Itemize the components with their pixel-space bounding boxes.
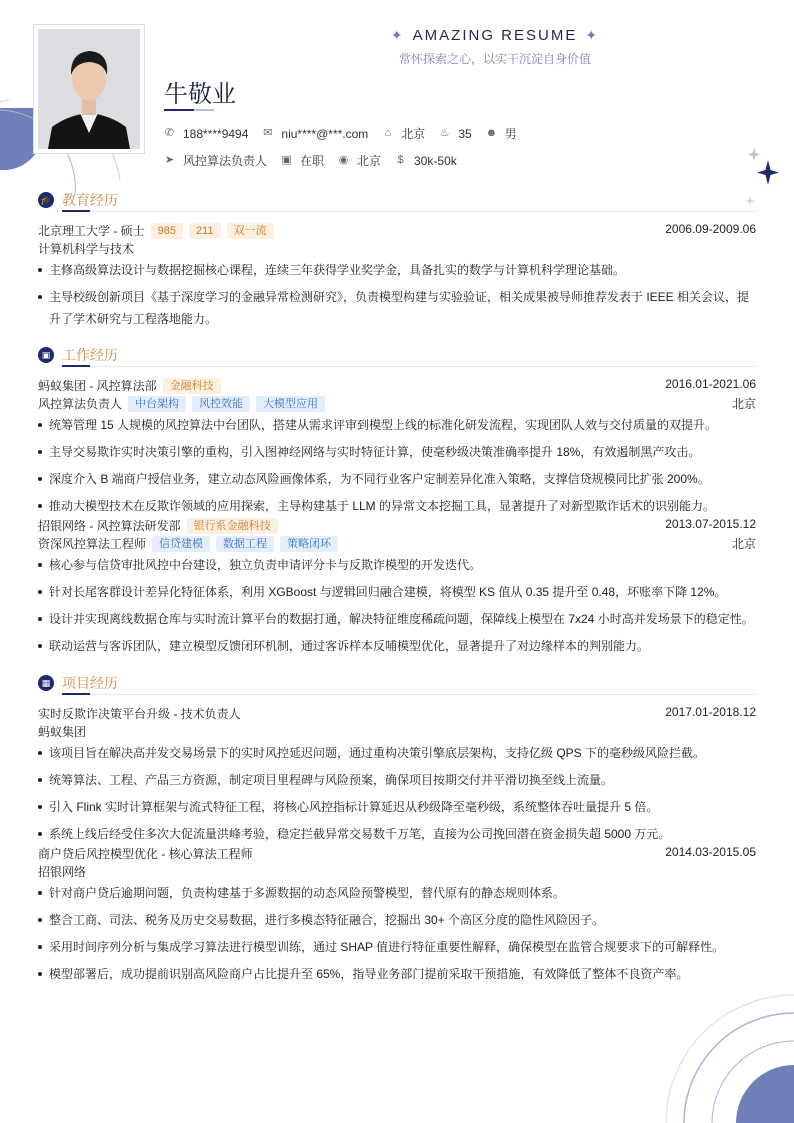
- section-header: [38, 345, 756, 367]
- list-item: 核心参与信贷审批风控中台建设，独立负责申请评分卡与反欺诈模型的开发迭代。: [38, 554, 756, 576]
- education-header-row: [38, 222, 756, 240]
- section-divider-accent: [62, 693, 90, 695]
- company-name: 蚂蚁集团 - 风控算法部: [38, 379, 157, 393]
- school-tag: 985: [151, 223, 183, 239]
- position-text: 风控算法负责人: [183, 154, 268, 168]
- project-org: 蚂蚁集团: [38, 725, 87, 739]
- graduation-cap-icon: 🎓: [38, 192, 54, 208]
- job-role: 资深风控算法工程师: [38, 537, 147, 551]
- candidate-name: 牛敬业: [164, 81, 236, 108]
- tagline-subtitle: 常怀探索之心，以实干沉淀自身价值: [398, 52, 591, 66]
- list-item: 采用时间序列分析与集成学习算法进行模型训练，通过 SHAP 值进行特征重要性解释，确保模型在监管合规要求下的可解释性。: [38, 936, 756, 958]
- company-name: 招银网络 - 风控算法研发部: [38, 519, 181, 533]
- status-item: [281, 152, 324, 169]
- salary-text: 30k-50k: [414, 153, 457, 168]
- list-item: 整合工商、司法、税务及历史交易数据，进行多模态特征融合，挖掘出 30+ 个高区分度的隐性风险因子。: [38, 909, 756, 931]
- grid-icon: ▦: [38, 675, 54, 691]
- salary-item: [395, 154, 457, 168]
- list-item: 模型部署后，成功提前识别高风险商户占比提升至 65%，指导业务部门提前采取干预措施，有效降低了整体不良资产率。: [38, 963, 756, 985]
- section-divider: [62, 211, 756, 212]
- job-date: 2016.01-2021.06: [665, 377, 756, 391]
- section-title: 教育经历: [62, 192, 118, 208]
- role-tag: 大模型应用: [256, 396, 325, 412]
- project-org-row: [38, 723, 756, 741]
- contact-info-row: [164, 125, 531, 142]
- tagline-title: [300, 27, 690, 44]
- job-role: 风控算法负责人: [38, 397, 123, 411]
- job-header-row: [38, 517, 756, 535]
- job-intent-row: [164, 152, 471, 169]
- project-org-row: [38, 863, 756, 881]
- send-icon: ➤: [164, 154, 175, 166]
- status-text: 在职: [300, 154, 325, 168]
- map-pin-icon: ◉: [338, 154, 349, 166]
- education-section: [38, 190, 756, 330]
- major-text: 计算机科学与技术: [38, 242, 135, 256]
- section-header: [38, 673, 756, 695]
- job-date: 2013.07-2015.12: [665, 517, 756, 531]
- bottom-right-circle-decoration: [660, 990, 794, 1123]
- list-item: 系统上线后经受住多次大促流量洪峰考验，稳定拦截异常交易数千万笔，直接为公司挽回潜在资金损失超 5000 万元。: [38, 823, 756, 845]
- list-item: 引入 Flink 实时计算框架与流式特征工程，将核心风控指标计算延迟从秒级降至毫秒级，系统整体吞吐量提升 5 倍。: [38, 796, 756, 818]
- major-row: [38, 240, 756, 258]
- briefcase-icon: ▣: [38, 347, 54, 363]
- age-text: 35: [458, 126, 472, 141]
- school-tag: 211: [189, 223, 221, 239]
- project-date: 2017.01-2018.12: [665, 705, 756, 719]
- location-item: [382, 125, 425, 142]
- resume-tagline: [300, 27, 690, 67]
- project-name: 商户贷后风控模型优化 - 核心算法工程师: [38, 847, 253, 861]
- education-date: 2006.09-2009.06: [665, 222, 756, 236]
- city-item: [338, 152, 381, 169]
- section-divider: [62, 694, 756, 695]
- briefcase-icon: ▣: [281, 154, 292, 166]
- name-underline: [164, 109, 194, 111]
- role-tag: 数据工程: [216, 536, 274, 552]
- projects-section: [38, 673, 756, 985]
- location-text: 北京: [401, 127, 426, 141]
- profile-photo: [38, 29, 140, 149]
- company-tag: 金融科技: [163, 378, 221, 394]
- project-name: 实时反欺诈决策平台升级 - 技术负责人: [38, 707, 241, 721]
- role-tag: 中台架构: [128, 396, 186, 412]
- project-date: 2014.03-2015.05: [665, 845, 756, 859]
- position-item: [164, 152, 267, 169]
- project-header-row: [38, 845, 756, 863]
- email-text: niu****@***.com: [281, 126, 369, 141]
- job-city: 北京: [731, 537, 756, 551]
- section-title: 工作经历: [62, 347, 118, 363]
- project-org: 招银网络: [38, 865, 87, 879]
- list-item: 主修高级算法设计与数据挖掘核心课程，连续三年获得学业奖学金，具备扎实的数学与计算机科学理论基础。: [38, 259, 756, 281]
- list-item: 设计并实现离线数据仓库与实时流计算平台的数据打通，解决特征维度稀疏问题，保障线上模型在 7x24 小时高并发场景下的稳定性。: [38, 608, 756, 630]
- school-name: 北京理工大学 - 硕士: [38, 224, 145, 238]
- role-tag: 信贷建模: [152, 536, 210, 552]
- gender-item: [486, 125, 517, 142]
- list-item: 针对长尾客群设计差异化特征体系，利用 XGBoost 与逻辑回归融合建模，将模型 KS 值从 0.35 提升至 0.48，坏账率下降 12%。: [38, 581, 756, 603]
- user-icon: ☻: [485, 127, 498, 139]
- sparkle-icon: ✦: [585, 27, 600, 43]
- job-header-row: [38, 377, 756, 395]
- phone-icon: ✆: [164, 127, 175, 139]
- list-item: 统筹管理 15 人规模的风控算法中台团队，搭建从需求评审到模型上线的标准化研发流程，实现团队人效与交付质量的双提升。: [38, 414, 756, 436]
- tagline-title-text: AMAZING RESUME: [412, 27, 578, 44]
- phone-item: [164, 127, 248, 141]
- name-underline-light: [194, 109, 214, 111]
- job-role-row: [38, 395, 756, 413]
- list-item: 推动大模型技术在反欺诈领域的应用探索，主导构建基于 LLM 的异常文本挖掘工具，显著提升了对新型欺诈话术的识别能力。: [38, 495, 756, 517]
- list-item: 统筹算法、工程、产品三方资源，制定项目里程碑与风险预案，确保项目按期交付并平滑切换至线上流量。: [38, 769, 756, 791]
- work-section: [38, 345, 756, 657]
- list-item: 主导交易欺诈实时决策引擎的重构，引入图神经网络与实时特征计算，使毫秒级决策准确率提升 18%，有效遏制黑产攻击。: [38, 441, 756, 463]
- list-item: 主导校级创新项目《基于深度学习的金融异常检测研究》，负责模型构建与实验验证，相关成果被导师推荐发表于 IEEE 相关会议，提升了学术研究与工程落地能力。: [38, 286, 756, 330]
- section-header: [38, 190, 756, 212]
- gender-text: 男: [504, 127, 517, 141]
- cake-icon: ♨: [439, 127, 450, 139]
- section-title: 项目经历: [62, 675, 118, 691]
- role-tag: 风控效能: [192, 396, 250, 412]
- phone-text: 188****9494: [183, 126, 249, 141]
- job-city: 北京: [731, 397, 756, 411]
- list-item: 深度介入 B 端商户授信业务，建立动态风险画像体系，为不同行业客户定制差异化准入策略，支撑信贷规模同比扩张 200%。: [38, 468, 756, 490]
- money-icon: $: [397, 154, 404, 166]
- section-divider: [62, 366, 756, 367]
- job-role-row: [38, 535, 756, 553]
- school-tag: 双一流: [227, 223, 274, 239]
- section-divider-accent: [62, 365, 90, 367]
- city-text: 北京: [357, 154, 382, 168]
- sparkle-icon: ✦: [390, 27, 405, 43]
- avatar-illustration: [38, 29, 140, 149]
- project-header-row: [38, 705, 756, 723]
- email-item: [262, 127, 368, 141]
- mail-icon: ✉: [263, 127, 273, 139]
- role-tag: 策略闭环: [280, 536, 338, 552]
- section-divider-accent: [62, 210, 90, 212]
- company-tag: 银行系金融科技: [187, 518, 278, 534]
- age-item: [439, 127, 471, 141]
- home-icon: ⌂: [384, 127, 392, 139]
- list-item: 联动运营与客诉团队，建立模型反馈闭环机制，通过客诉样本反哺模型优化，显著提升了对边缘样本的判别能力。: [38, 635, 756, 657]
- list-item: 该项目旨在解决高并发交易场景下的实时风控延迟问题，通过重构决策引擎底层架构，支持亿级 QPS 下的毫秒级风险拦截。: [38, 742, 756, 764]
- profile-photo-frame: [33, 24, 145, 154]
- list-item: 针对商户贷后逾期问题，负责构建基于多源数据的动态风险预警模型，替代原有的静态规则体系。: [38, 882, 756, 904]
